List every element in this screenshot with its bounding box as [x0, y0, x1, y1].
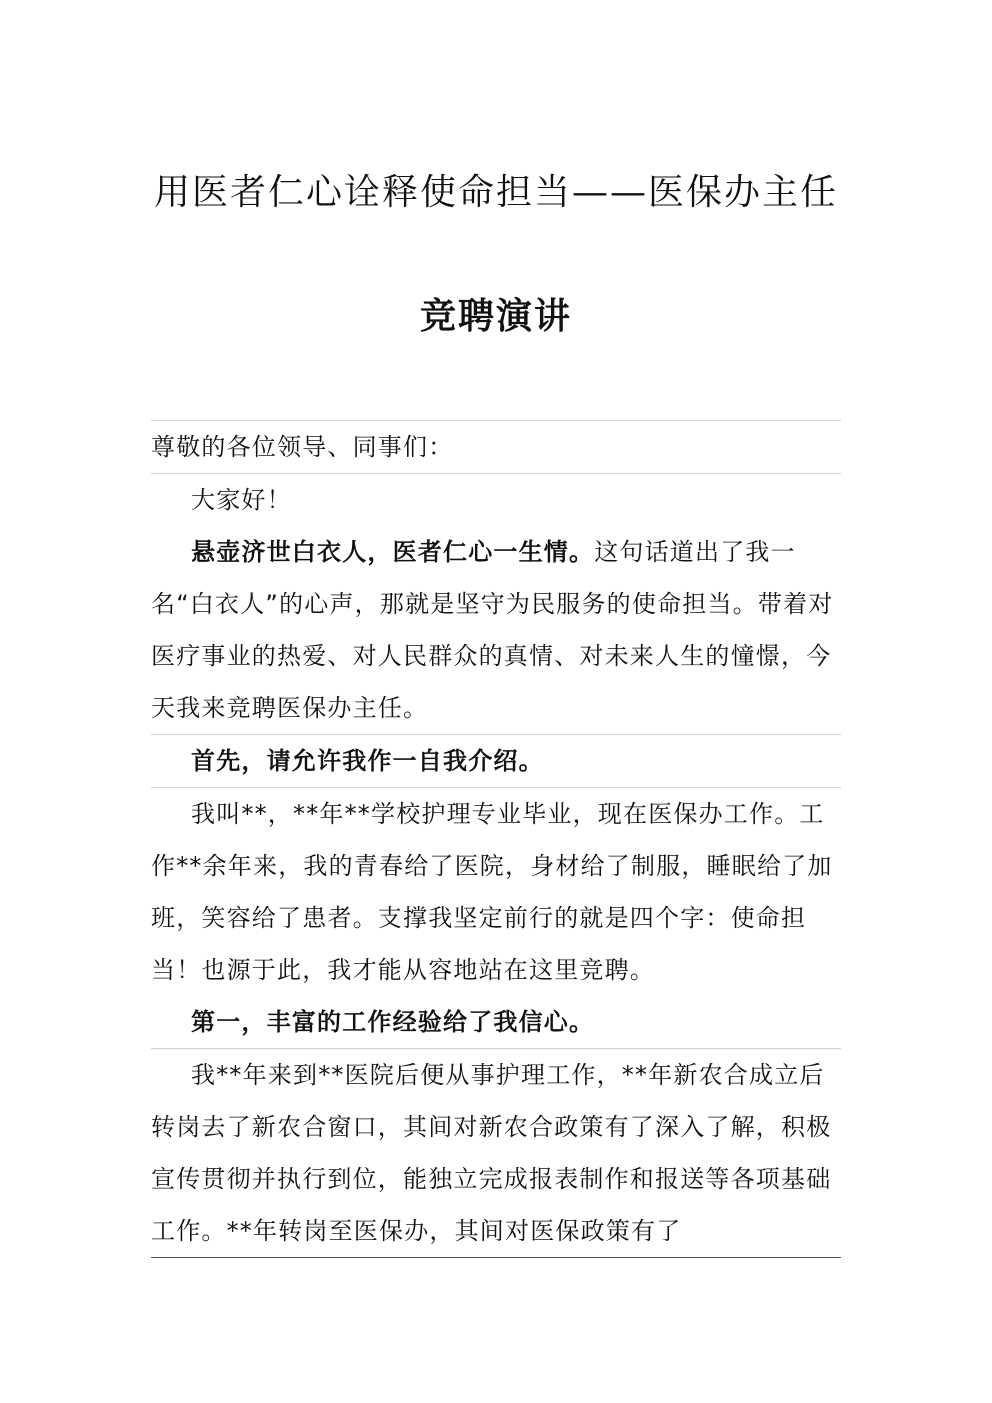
- section-heading-experience: 第一，丰富的工作经验给了我信心。: [191, 1008, 595, 1036]
- paragraph-intro-lead: 悬壶济世白衣人，医者仁心一生情。: [191, 538, 595, 566]
- document-title-line-2: 竞聘演讲: [419, 295, 572, 337]
- paragraph-intro-text: 这句话道出了我一名“白衣人”的心声，那就是坚守为民服务的使命担当。带着对医疗事业的热爱、对人民群众的真情、对未来人生的憧憬，今天我来竞聘医保办主任。: [151, 538, 834, 722]
- paragraph-self-intro: 我叫**，**年**学校护理专业毕业，现在医保办工作。工作**余年来，我的青春给了医院，身材给了制服，睡眠给了加班，笑容给了患者。支撑我坚定前行的就是四个字：使命担当！也源于此，我才能从容地站在这里竞聘。: [151, 800, 833, 984]
- salutation: 尊敬的各位领导、同事们：: [151, 433, 454, 461]
- greeting: 大家好！: [191, 486, 292, 514]
- section-heading-self-intro: 首先，请允许我作一自我介绍。: [191, 747, 544, 775]
- document-title-line-1: 用医者仁心诠释使命担当——医保办主任: [153, 172, 838, 213]
- document-body: [151, 420, 841, 1258]
- page-bottom-rule: [151, 1257, 841, 1258]
- paragraph-intro: [151, 526, 841, 734]
- paragraph-experience: 我**年来到**医院后便从事护理工作，**年新农合成立后转岗去了新农合窗口，其间对新农合政策有了深入了解，积极宣传贯彻并执行到位，能独立完成报表制作和报送等各项基础工作。**年转岗至医保办，其间对医保政策有了: [151, 1061, 832, 1245]
